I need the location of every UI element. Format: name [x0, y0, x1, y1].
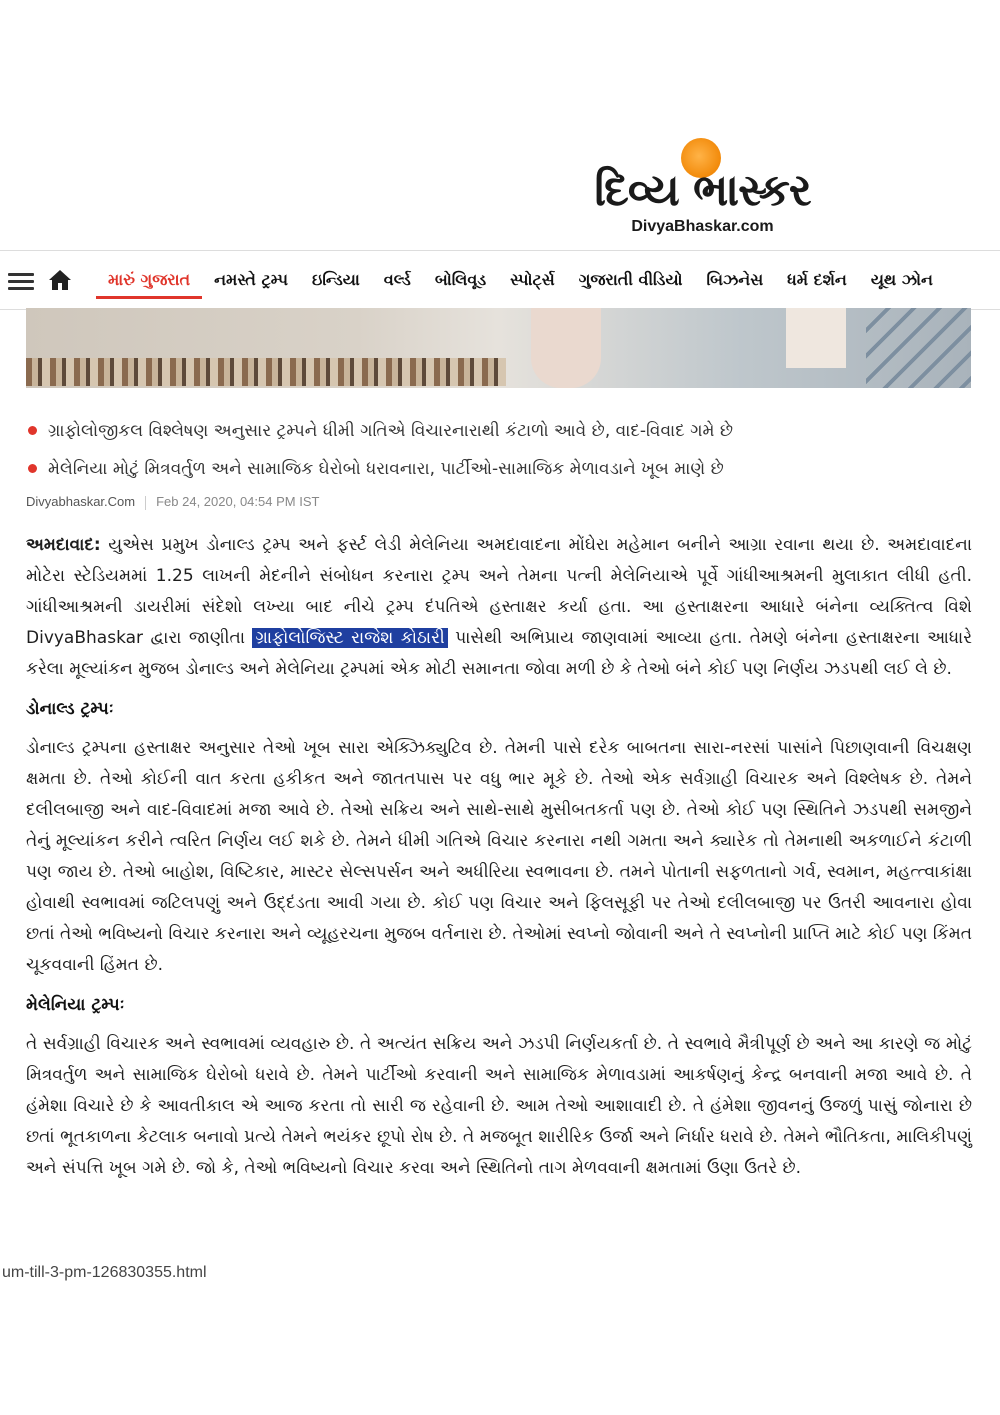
home-icon[interactable]	[48, 269, 72, 291]
nav-item[interactable]: વર્લ્ડ	[383, 270, 411, 289]
nav-item[interactable]: મારું ગુજરાત	[96, 270, 202, 299]
article-highlights	[26, 412, 976, 488]
highlight-text: મેલેનિયા મોટું મિત્રવર્તુળ અને સામાજિક ઘેરોબો ધરાવનારા, પાર્ટીઓ-સામાજિક મેળાવડાને ખૂબ માણે છે	[48, 459, 724, 479]
intro-text-b: પાસેથી અભિપ્રાય જાણવામાં આવ્યા હતા. તેમણે બંનેના હસ્તાક્ષરના આધારે કરેલા મૂલ્યાંકન મુજબ ડોનાલ્ડ અને મેલેનિયા ટ્રમ્પમાં એક મોટી સમાનતા જોવા મળી છે કે તેઓ બંને કોઈ પણ નિર્ણય ઝડપથી લઈ લે છે.	[26, 628, 972, 679]
trump-paragraph: ડોનાલ્ડ ટ્રમ્પના હસ્તાક્ષર અનુસાર તેઓ ખૂબ સારા એક્ઝિક્યુટિવ છે. તેમની પાસે દરેક બાબતના સારા-નરસાં પાસાંને પિછાણવાની વિચક્ષણ ક્ષમતા છે. તેઓ કોઈની વાત કરતા હકીકત અને જાતતપાસ પર વધુ ભાર મૂકે છે. તેઓ એક સર્વગ્રાહી વિચારક અને વિશ્લેષક છે. તેમને દલીલબાજી અને વાદ-વિવાદમાં મજા આવે છે. તેઓ સક્રિય અને સાથે-સાથે મુસીબતકર્તા પણ છે. તેઓ કોઈ પણ સ્થિતિને ઝડપથી સમજીને તેનું મૂલ્યાંકન કરીને ત્વરિત નિર્ણય લઈ શકે છે. તેમને ધીમી ગતિએ વિચાર કરનારા નથી ગમતા અને ક્યારેક તો તેમનાથી અકળાઈને કંટાળી પણ જાય છે. તેઓ બાહોશ, વિષ્ટિકાર, માસ્ટર સેલ્સપર્સન અને અધીરિયા સ્વભાવના છે. તમને પોતાની સફળતાનો ગર્વ, સ્વમાન, મહત્ત્વાકાંક્ષા હોવાથી સ્વભાવમાં જટિલપણું અને ઉદ્દંડતા આવી ગયા છે. કોઈ પણ વિચાર અને ફિલસૂફી પર તેઓ દલીલબાજી પર ઉતરી આવનારા હોવા છતાં તેઓ ભવિષ્યનો વિચાર કરનારા અને વ્યૂહરચના મુજબ વર્તનારા છે. તેઓમાં સ્વપ્નો જોવાની અને તે સ્વપ્નોની પ્રાપ્તિ માટે કોઈ પણ કિંમત ચૂકવવાની હિંમત છે.	[26, 738, 972, 975]
intro-text-a: યુએસ પ્રમુખ ડોનાલ્ડ ટ્રમ્પ અને ફર્સ્ટ લેડી મેલેનિયા અમદાવાદના મોંઘેરા મહેમાન બનીને આગ્રા રવાના થયા છે. અમદાવાદના મોટેરા સ્ટેડિયમમાં 1.25 લાખની મેદનીને સંબોધન કરનારા ટ્રમ્પ અને તેમના પત્ની મેલેનિયાએ પૂર્વે ગાંધીઆશ્રમની મુલાકાત લીધી હતી. ગાંધીઆશ્રમની ડાયરીમાં સંદેશો લખ્યા બાદ નીચે ટ્રમ્પ દંપતિએ હસ્તાક્ષર કર્યા હતા. આ હસ્તાક્ષરના આધારે બંનેના વ્યક્તિત્વ વિશે DivyaBhaskar દ્વારા જાણીતા	[26, 535, 972, 648]
hero-figure	[531, 308, 601, 388]
nav-item[interactable]: ધર્મ દર્શન	[787, 270, 847, 289]
nav-item[interactable]: ગુજરાતી વીડિયો	[578, 270, 683, 289]
article-body	[26, 530, 972, 1198]
nav-menu	[96, 251, 945, 309]
hero-railing	[866, 308, 971, 388]
article-source[interactable]: Divyabhaskar.Com	[26, 494, 136, 509]
highlight-text: ગ્રાફોલોજીકલ વિશ્લેષણ અનુસાર ટ્રમ્પને ધીમી ગતિએ વિચારનારાથી કંટાળો આવે છે, વાદ-વિવાદ ગમે છે	[48, 421, 734, 441]
highlight-item	[26, 450, 976, 488]
logo-domain: DivyaBhaskar.com	[631, 218, 774, 235]
logo-wordmark: દિવ્ય ભાસ્કર	[594, 165, 811, 216]
article-meta	[26, 494, 319, 510]
nav-item[interactable]: સ્પોર્ટ્સ	[510, 270, 555, 289]
article-hero-image	[26, 308, 971, 388]
main-navigation	[0, 250, 1000, 310]
hero-carpet-border	[26, 358, 506, 386]
bullet-dot-icon	[28, 426, 37, 435]
nav-item[interactable]: નમસ્તે ટ્રમ્પ	[214, 270, 289, 289]
subheading-melania: મેલેનિયા ટ્રમ્પઃ	[26, 995, 125, 1015]
hero-figure-right	[786, 308, 846, 368]
nav-item[interactable]: બિઝનેસ	[706, 270, 764, 289]
article-intro-paragraph	[26, 530, 972, 685]
nav-item[interactable]: ઇન્ડિયા	[312, 270, 360, 289]
highlight-item	[26, 412, 976, 450]
nav-item[interactable]: બોલિવૂડ	[434, 270, 487, 289]
hamburger-menu-icon[interactable]	[8, 273, 34, 289]
dateline: અમદાવાદ:	[26, 535, 101, 555]
meta-divider	[145, 496, 146, 510]
divyabhaskar-logo[interactable]	[585, 138, 820, 238]
highlighted-name: ગ્રાફોલોજિસ્ટ રાજેશ કોઠારી	[252, 628, 447, 648]
melania-paragraph: તે સર્વગ્રાહી વિચારક અને સ્વભાવમાં વ્યવહારુ છે. તે અત્યંત સક્રિય અને ઝડપી નિર્ણયકર્તા છે. તે સ્વભાવે મૈત્રીપૂર્ણ છે અને આ કારણે જ મોટું મિત્રવર્તુળ અને સામાજિક ઘેરોબો ધરાવે છે. તેમને પાર્ટીઓ કરવાની અને સામાજિક મેળાવડામાં આકર્ષણનું કેન્દ્ર બનવાની મજા આવે છે. તે હંમેશા વિચારે છે કે આવતીકાલ એ આજ કરતા તો સારી જ રહેવાની છે. આમ તેઓ આશાવાદી છે. તે હંમેશા જીવનનું ઉજળું પાસું જોનારા છે છતાં ભૂતકાળના કેટલાક બનાવો પ્રત્યે તેમને ભયંકર છૂપો રોષ છે. તે મજબૂત શારીરિક ઉર્જા અને નિર્ધાર ધરાવે છે. તેમને ભૌતિકતા, માલિકીપણું અને સંપત્તિ ખૂબ ગમે છે. જો કે, તેઓ ભવિષ્યનો વિચાર કરવા અને સ્થિતિનો તાગ મેળવવાની ક્ષમતામાં ઉણા ઉતરે છે.	[26, 1034, 972, 1178]
url-fragment: um-till-3-pm-126830355.html	[0, 1264, 302, 1286]
subheading-trump: ડોનાલ્ડ ટ્રમ્પઃ	[26, 699, 114, 719]
article-date: Feb 24, 2020, 04:54 PM IST	[156, 494, 320, 509]
nav-item[interactable]: યૂથ ઝોન	[870, 270, 933, 289]
bullet-dot-icon	[28, 464, 37, 473]
